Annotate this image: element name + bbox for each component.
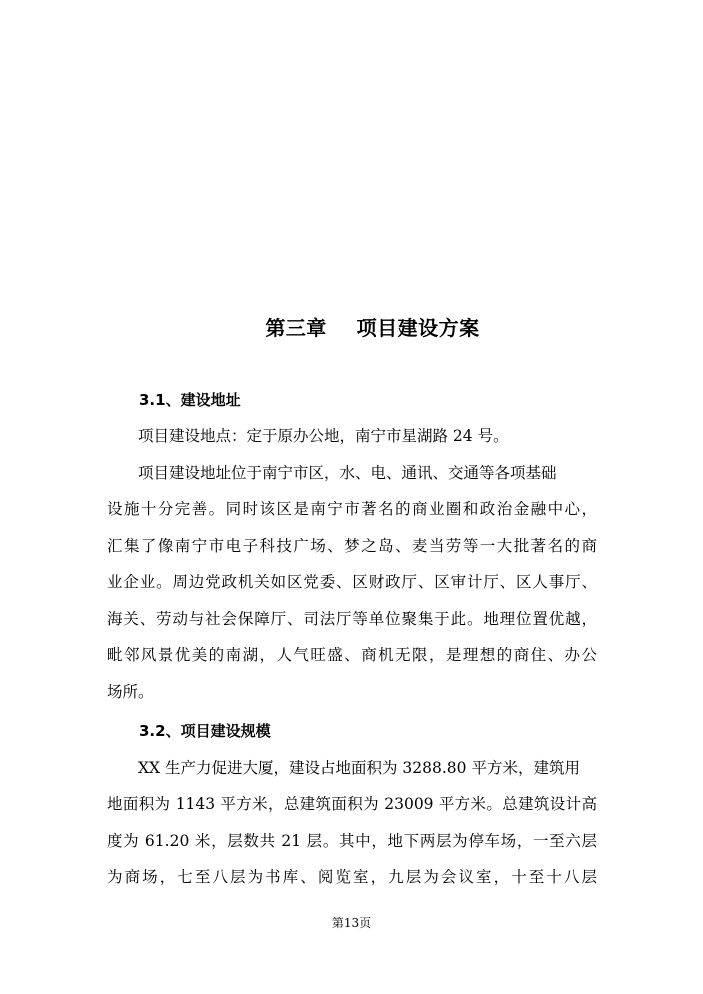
page-number: 第13页 [331,916,372,930]
paragraph-line: 毗邻风景优美的南湖，人气旺盛、商机无限，是理想的商住、办公 [107,646,597,664]
paragraph-line: 项目建设地址位于南宁市区，水、电、通讯、交通等各项基础 [138,464,557,482]
paragraph-line: 汇集了像南宁市电子科技广场、梦之岛、麦当劳等一大批著名的商 [107,537,597,555]
paragraph-line: 度为 61.20 米，层数共 21 层。其中，地下两层为停车场，一至六层 [107,832,597,850]
paragraph-line: 场所。 [107,683,154,701]
paragraph-line: 地面积为 1143 平方米，总建筑面积为 23009 平方米。总建筑设计高 [107,795,597,813]
paragraph-line: 设施十分完善。同时该区是南宁市著名的商业圈和政治金融中心， [107,500,597,518]
paragraph-line: 为商场，七至八层为书库、阅览室，九层为会议室，十至十八层 [107,868,597,886]
paragraph-line: 业企业。周边党政机关如区党委、区财政厅、区审计厅、区人事厅、 [107,573,597,591]
paragraph-line: 海关、劳动与社会保障厅、司法厅等单位聚集于此。地理位置优越， [107,610,597,628]
chapter-title: 第三章 项目建设方案 [265,316,480,340]
location-line: 项目建设地点：定于原办公地，南宁市星湖路 24 号。 [138,427,509,445]
section-heading-3-2: 3.2、项目建设规模 [139,722,271,740]
paragraph-line: XX 生产力促进大厦，建设占地面积为 3288.80 平方米，建筑用 [138,759,580,777]
section-heading-3-1: 3.1、建设地址 [139,391,241,409]
